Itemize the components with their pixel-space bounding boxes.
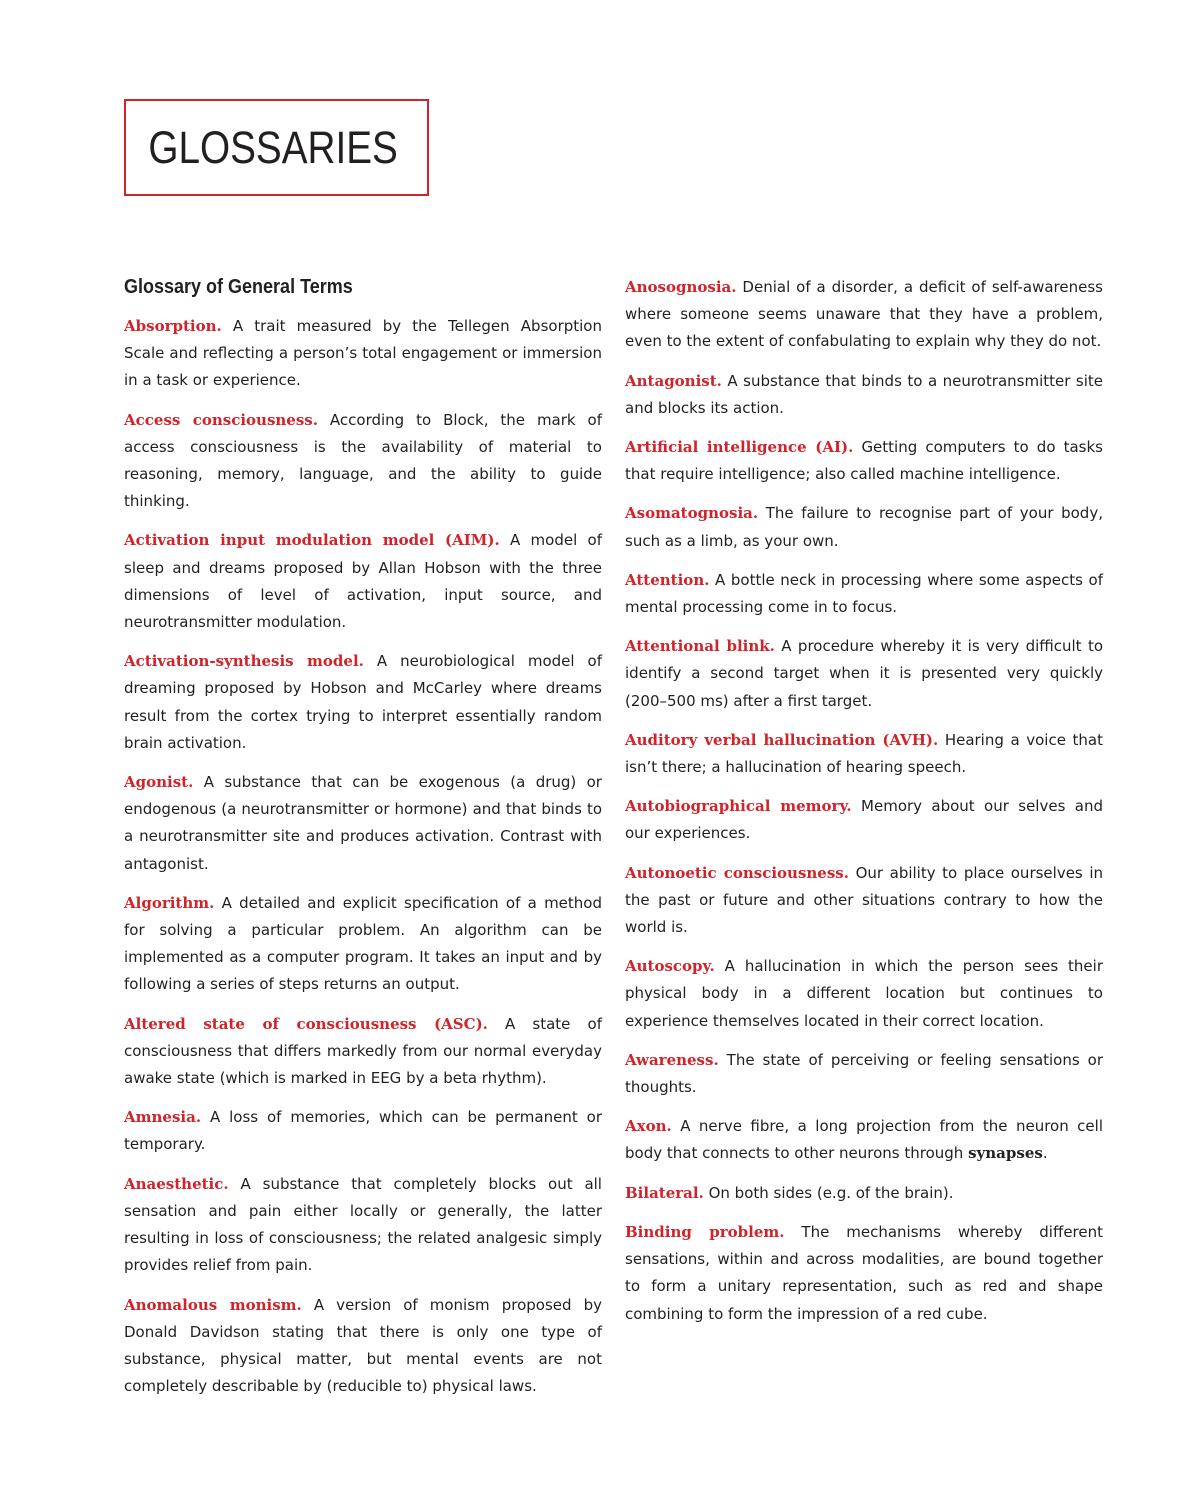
glossary-term: Absorption.: [124, 317, 222, 335]
glossary-term: Autoscopy.: [625, 957, 715, 976]
glossary-entry: [124, 769, 602, 878]
glossary-entry: [625, 368, 1103, 422]
glossary-term: Attentional blink.: [625, 637, 775, 656]
glossary-term: Autonoetic consciousness.: [625, 863, 849, 882]
glossary-definition: According to Block, the mark of access consciousness is the availability of material to reasoning, memory, language, and the ability to guide thinking.: [124, 410, 602, 511]
glossary-term: Bilateral.: [625, 1183, 704, 1202]
glossary-term: Autobiographical memory.: [625, 797, 852, 816]
glossary-column-left: [124, 276, 602, 1412]
glossary-term: Artificial intelligence (AI).: [625, 438, 854, 457]
left-entry-list: [124, 313, 602, 1400]
glossary-term: Anomalous monism.: [124, 1295, 302, 1314]
glossary-definition: A substance that can be exogenous (a drug) or endogenous (a neurotransmitter or hormone) and that binds to a neurotransmitter site and produces activation. Contrast with antagonist.: [124, 773, 602, 873]
glossary-entry: [124, 890, 602, 999]
section-heading: Glossary of General Terms: [124, 276, 353, 298]
glossary-definition: Getting computers to do tasks that require intelligence; also called machine intelligence.: [625, 438, 1103, 484]
glossary-definition: A trait measured by the Tellegen Absorption Scale and reflecting a person’s total engagement or immersion in a task or experience.: [124, 317, 602, 390]
glossary-term: Binding problem.: [625, 1222, 785, 1241]
glossary-definition: A state of consciousness that differs markedly from our normal everyday awake state (which is marked in EEG by a beta rhythm).: [124, 1014, 602, 1088]
glossary-term: Asomatognosia.: [625, 504, 759, 523]
glossary-entry: [625, 1219, 1103, 1328]
glossary-entry: [625, 953, 1103, 1035]
glossary-definition: A procedure whereby it is very difficult to identify a second target when it is presented very quickly (200–500 ms) after a first target.: [625, 637, 1104, 710]
glossary-definition: A substance that binds to a neurotransmitter site and blocks its action.: [625, 371, 1103, 417]
glossary-definition: Memory about our selves and our experiences.: [625, 797, 1103, 843]
glossary-term: Activation input modulation model (AIM).: [124, 531, 500, 550]
glossary-term: Activation-synthesis model.: [124, 652, 364, 671]
glossary-definition: A version of monism proposed by Donald Davidson stating that there is only one type of substance, physical matter, but mental events are not completely describable by (reducible to) physical laws.: [124, 1295, 602, 1396]
glossary-definition: The mechanisms whereby different sensations, within and across modalities, are bound together to form a unitary representation, such as red and shape combining to form the impression of a red cube.: [625, 1222, 1103, 1323]
glossary-definition: [625, 1117, 1103, 1162]
glossary-term: Awareness.: [625, 1050, 719, 1069]
glossary-entry: [625, 274, 1103, 356]
glossary-term: Anosognosia.: [625, 278, 737, 296]
glossary-definition: Hearing a voice that isn’t there; a hallucination of hearing speech.: [625, 730, 1104, 777]
glossary-definition: A neurobiological model of dreaming proposed by Hobson and McCarley where dreams result from the cortex trying to interpret essentially random brain activation.: [124, 652, 602, 752]
glossary-definition: The state of perceiving or feeling sensations or thoughts.: [625, 1050, 1103, 1097]
glossary-definition: A substance that completely blocks out all sensation and pain either locally or generally, the latter resulting in loss of consciousness; the related analgesic simply provides relief from pain.: [124, 1174, 602, 1275]
glossary-term: Anaesthetic.: [124, 1174, 229, 1193]
glossary-entry: [625, 860, 1103, 942]
glossary-definition: Denial of a disorder, a deficit of self-awareness where someone seems unaware that they have a problem, even to the extent of confabulating to explain why they do not.: [625, 278, 1103, 351]
page-title: GLOSSARIES: [148, 121, 398, 173]
glossary-entry: [124, 1171, 602, 1280]
glossary-definition: Our ability to place ourselves in the past or future and other situations contrary to how the world is.: [625, 863, 1103, 937]
glossary-entry: [625, 633, 1103, 715]
glossary-entry: [625, 793, 1103, 847]
glossary-term: Axon.: [625, 1117, 672, 1136]
glossary-term: Agonist.: [124, 773, 194, 792]
glossary-definition: A hallucination in which the person sees their physical body in a different location but continues to experience themselves located in their correct location.: [625, 957, 1103, 1030]
glossary-term: Amnesia.: [124, 1108, 202, 1127]
glossary-entry: [625, 1113, 1103, 1167]
glossary-entry: [625, 727, 1103, 781]
glossary-entry: [625, 434, 1103, 488]
definition-punctuation: .: [1042, 1144, 1048, 1163]
glossary-entry: [625, 567, 1103, 621]
glossary-term: Attention.: [625, 570, 710, 589]
glossary-term: Auditory verbal hallucination (AVH).: [625, 730, 939, 749]
glossary-entry: [124, 313, 602, 395]
glossary-entry: [124, 407, 602, 516]
glossary-entry: [124, 1292, 602, 1401]
bold-term-reference: synapses: [968, 1144, 1043, 1163]
glossary-definition: A loss of memories, which can be permanent or temporary.: [124, 1108, 602, 1154]
glossary-entry: [625, 500, 1103, 554]
glossary-definition: The failure to recognise part of your body, such as a limb, as your own.: [625, 504, 1103, 550]
glossary-entry: [124, 527, 602, 636]
glossary-term: Antagonist.: [625, 371, 722, 390]
glossary-definition: On both sides (e.g. of the brain).: [708, 1183, 954, 1202]
glossary-definition: A detailed and explicit specification of a method for solving a particular problem. An algorithm can be implemented as a computer program. It takes an input and by following a series of steps returns an output.: [124, 893, 602, 994]
glossary-entry: [124, 648, 602, 757]
glossary-term: Access consciousness.: [124, 410, 318, 429]
glossary-column-right: [625, 274, 1103, 1340]
glossary-term: Altered state of consciousness (ASC).: [124, 1014, 488, 1033]
glossary-entry: [124, 1104, 602, 1158]
glossary-term: Algorithm.: [124, 893, 215, 912]
glossary-entry: [625, 1180, 1103, 1207]
glossary-entry: [625, 1047, 1103, 1101]
glossary-entry: [124, 1011, 602, 1093]
glossary-definition: A bottle neck in processing where some aspects of mental processing come in to focus.: [625, 570, 1103, 617]
page-title-box: [124, 99, 429, 196]
glossary-definition: A model of sleep and dreams proposed by Allan Hobson with the three dimensions of level of activation, input source, and neurotransmitter modulation.: [124, 531, 602, 632]
definition-text: A nerve fibre, a long projection from the neuron cell body that connects to other neurons through: [625, 1117, 1103, 1163]
